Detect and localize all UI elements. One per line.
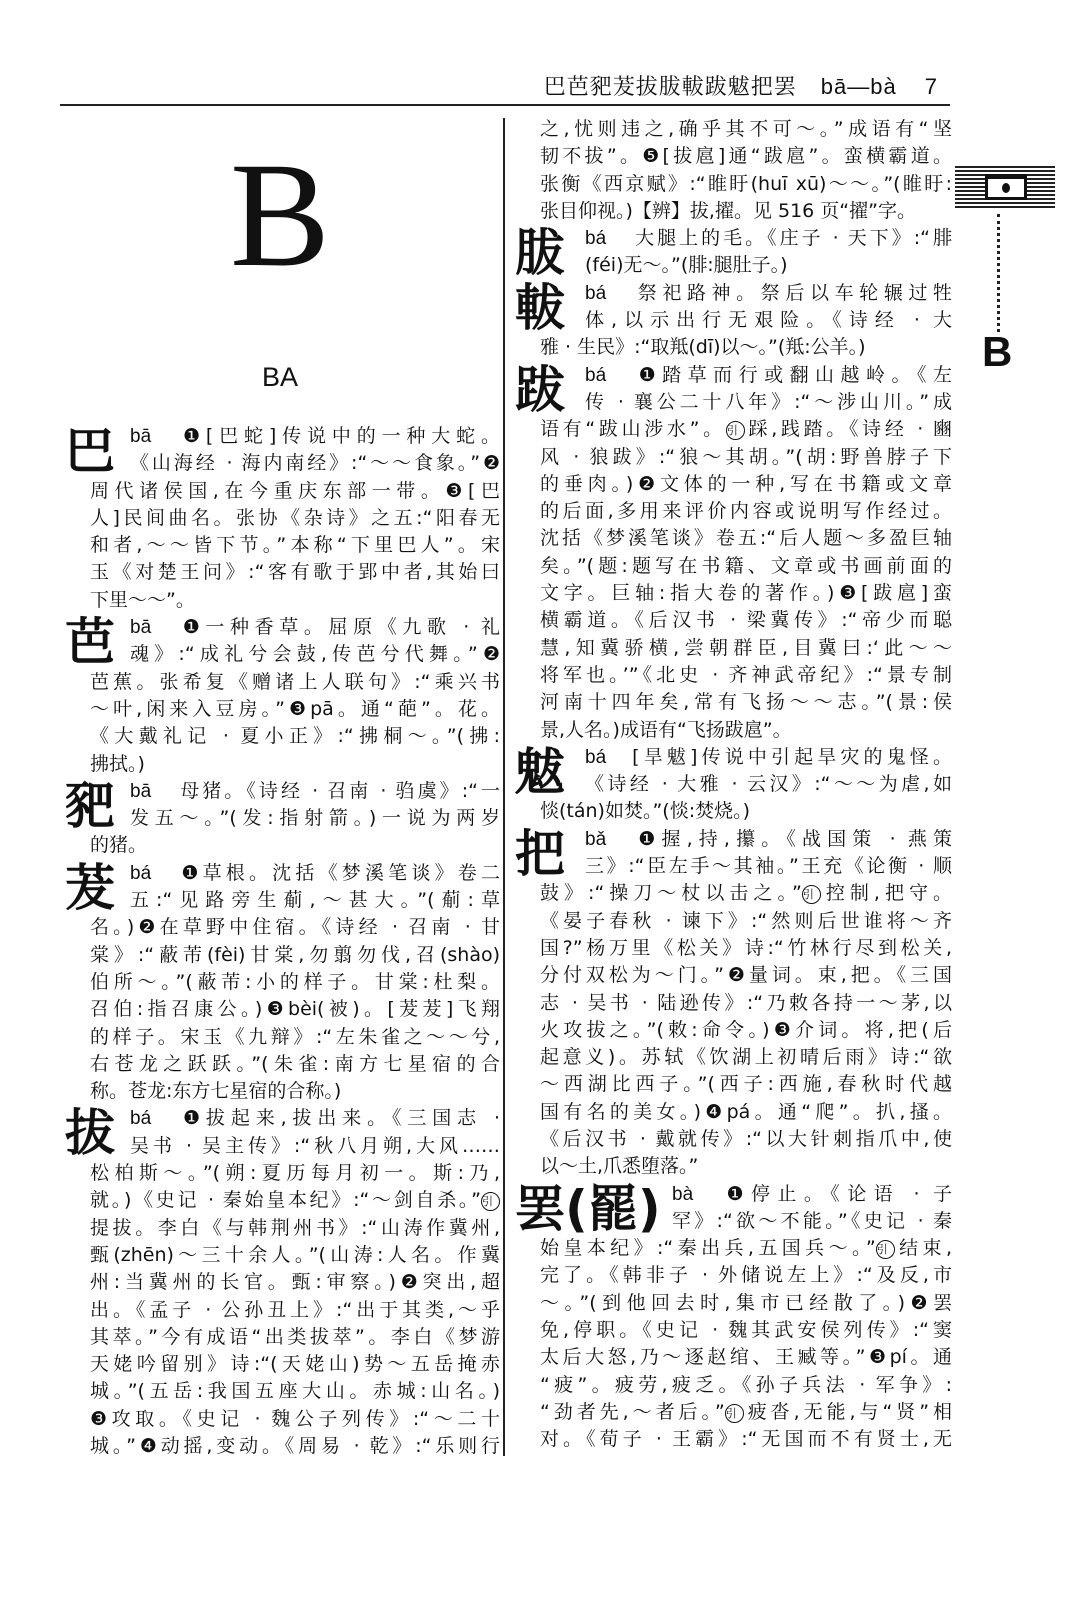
headword: 罢(罷) (515, 1179, 661, 1238)
extended-meaning-icon: 引 (726, 421, 745, 440)
definition-line: 对。《荀子 · 王霸》:“无国而不有贤士,无 (540, 1428, 952, 1451)
extended-meaning-icon: 引 (876, 1240, 895, 1259)
definition-line: bá 祭祀路神。祭后以车轮辗过牲 (585, 281, 952, 304)
entry-continuation (515, 116, 952, 225)
definition-line: 《山海经 · 海内南经》:“～～食象。”❷ (130, 452, 500, 475)
page-number: 7 (924, 74, 938, 99)
dictionary-entry (65, 1105, 500, 1460)
definition-line: 传 · 襄公二十八年》:“～涉山川。”成 (585, 390, 952, 413)
definition-line: 下里～～”。 (90, 588, 195, 611)
definition-line: 景,人名。)成语有“飞扬跋扈”。 (540, 718, 792, 741)
definition-line: ～叶,闲来入豆房。”❸pā。通“葩”。花。 (90, 697, 500, 720)
definition-line: 起意义)。苏轼《饮湖上初晴后雨》诗:“欲 (540, 1046, 952, 1069)
definition-line: 雅 · 生民》:“取羝(dī)以～。”(羝:公羊。) (540, 336, 866, 359)
headword: 跋 (515, 360, 565, 419)
pinyin: bá (130, 862, 152, 884)
definition-line: 鼓》:“操刀～杖以击之。”引 控制,把守。 (540, 882, 952, 905)
definition-line: 州:当冀州的长官。甄:审察。)❷突出,超 (90, 1271, 500, 1294)
definition-line: bá ❶踏草而行或翻山越岭。《左 (585, 363, 952, 386)
definition-line: 和者,～～皆下节。”本称“下里巴人”。宋 (90, 534, 500, 557)
definition-line: 三》:“臣左手～其袖。”王充《论衡 · 顺 (585, 855, 952, 878)
definition-line: 文字。巨轴:指大卷的著作。)❸[跋扈]蛮 (540, 582, 952, 605)
definition-line: 沈括《梦溪笔谈》卷五:“后人题～多盈巨轴 (540, 527, 952, 550)
header-text (544, 70, 938, 101)
definition-line: bà ❶停止。《论语 · 子 (672, 1182, 952, 1205)
definition-line: 志 · 吴书 · 陆逊传》:“乃敕各持一～茅,以 (540, 991, 952, 1014)
definition-line: bá [旱魃]传说中引起旱灾的鬼怪。 (585, 745, 952, 768)
pinyin: bā (130, 617, 152, 639)
definition-line: 称。苍龙:东方七星宿的合称。) (90, 1080, 342, 1103)
left-column (65, 423, 500, 1460)
headword: 豝 (65, 776, 115, 835)
definition-line: 甄(zhēn)～三十余人。”(山涛:人名。作冀 (90, 1243, 500, 1266)
definition-line: 芭蕉。张希复《赠诸上人联句》:“乘兴书 (90, 670, 500, 693)
right-column (515, 116, 952, 1454)
headword: 芭 (65, 613, 115, 672)
definition-line: 免,停职。《史记 · 魏其武安侯列传》:“窦 (540, 1319, 952, 1342)
definition-line: 分付双松为～门。”❷量词。束,把。《三国 (540, 964, 952, 987)
definition-line: bā ❶一种香草。屈原《九歌 · 礼 (130, 616, 500, 639)
extended-meaning-icon: 引 (802, 885, 821, 904)
definition-line: 张衡《西京赋》:“睢盱(huī xū)～～。”(睢盱: (540, 172, 952, 195)
dictionary-entry (65, 860, 500, 1106)
definition-line: 太后大怒,乃～逐赵绾、王臧等。”❸pí。通 (540, 1346, 952, 1369)
header-pinyin-range: bā—bà (820, 74, 897, 99)
dotted-guide (997, 214, 1000, 332)
pinyin: bǎ (585, 828, 607, 850)
definition-line: 其萃。”今有成语“出类拔萃”。李白《梦游 (90, 1325, 500, 1348)
definition-line: 棠》:“蔽芾(fèi)甘棠,勿翦勿伐,召(shào) (90, 943, 500, 966)
definition-line: 玉《对楚王问》:“客有歌于郢中者,其始曰 (90, 561, 500, 584)
definition-line: 伯所～。”(蔽芾:小的样子。甘棠:杜梨。 (90, 970, 500, 993)
definition-line: 完了。《韩非子 · 外储说左上》:“及反,市 (540, 1264, 952, 1287)
definition-line: 国?”杨万里《松关》诗:“竹林行尽到松关, (540, 936, 952, 959)
definition-line: bā 母猪。《诗经 · 召南 · 驺虞》:“一 (130, 779, 500, 802)
definition-line: ～西湖比西子。”(西子:西施,春秋时代越 (540, 1073, 952, 1096)
pinyin: bā (130, 426, 152, 447)
definition-line: 横霸道。《后汉书 · 梁冀传》:“帝少而聪 (540, 609, 952, 632)
definition-line: 就。)《史记 · 秦始皇本纪》:“～剑自杀。”引 (65, 1187, 500, 1214)
pinyin: bá (585, 746, 607, 768)
definition-line: 吴书 · 吴主传》:“秋八月朔,大风…… (130, 1134, 500, 1157)
definition-line: 的猪。 (90, 834, 148, 857)
pinyin: bá (130, 1108, 152, 1130)
definition-line: 城。”(五岳:我国五座大山。赤城:山名。) (90, 1380, 500, 1403)
definition-line: 火攻拔之。”(敕:命令。)❸介词。将,把(后 (540, 1018, 952, 1041)
definition-line: 《诗经 · 大雅 · 云汉》:“～～为虐,如 (585, 773, 952, 796)
headword: 把 (515, 824, 565, 883)
open-book-icon (985, 174, 1027, 200)
definition-line: ～。”(到他回去时,集市已经散了。)❷罢 (540, 1291, 952, 1314)
dictionary-entry (515, 362, 952, 744)
definition-line: 韧不拔”。❺[拔扈]通“跋扈”。蛮横霸道。 (540, 145, 952, 168)
running-header (60, 66, 950, 106)
definition-line: 之,忧则违之,确乎其不可～。”成语有“坚 (540, 118, 952, 140)
definition-line: 惔(tán)如焚。”(惔:焚烧。) (540, 800, 751, 823)
definition-line: 魂》:“成礼兮会鼓,传芭兮代舞。”❷ (130, 643, 500, 666)
definition-line: 《后汉书 · 戴就传》:“以大针刺指爪中,使 (540, 1127, 952, 1150)
definition-line: 的后面,多用来评价内容或说明写作经过。 (540, 500, 952, 523)
definition-line: bǎ ❶握,持,攥。《战国策 · 燕策 (585, 827, 952, 850)
thumb-index-letter: B (982, 328, 1013, 375)
definition-line: 人]民间曲名。张协《杂诗》之五:“阳春无 (90, 506, 500, 529)
pinyin: bá (585, 282, 607, 304)
definition-line: 罕》:“欲～不能。”《史记 · 秦 (672, 1209, 952, 1232)
definition-line: 松柏斯～。”(朔:夏历每月初一。斯:乃, (90, 1162, 500, 1185)
headword: 胈 (515, 224, 565, 283)
definition-line: 国有名的美女。)❹pá。通“爬”。扒,搔。 (540, 1100, 952, 1123)
definition-line: “劲者先,～者后。”引 疲沓,无能,与“贤”相 (540, 1400, 952, 1423)
definition-line: 五:“见路旁生葪,～甚大。”(葪:草 (130, 889, 500, 912)
dictionary-entry (515, 744, 952, 826)
pinyin: bā (130, 780, 152, 802)
definition-line: 慧,知冀骄横,尝朝群臣,目冀曰:‘此～～ (540, 636, 952, 659)
pinyin: bá (585, 364, 607, 386)
definition-line: bā ❶[巴蛇]传说中的一种大蛇。 (130, 425, 500, 447)
headword: 魃 (515, 742, 565, 801)
dictionary-entry (515, 1181, 952, 1454)
dictionary-entry (515, 280, 952, 362)
definition-line: (féi)无～。”(腓:腿肚子。) (585, 254, 788, 277)
definition-line: 提拔。李白《与韩荆州书》:“山涛作冀州, (90, 1216, 500, 1239)
definition-line: 右苍龙之跃跃。”(朱雀:南方七星宿的合 (90, 1052, 500, 1075)
definition-line: 河南十四年矣,常有飞扬～～志。”(景:侯 (540, 691, 952, 714)
definition-line: 天姥吟留别》诗:“(天姥山)势～五岳掩赤 (90, 1353, 500, 1376)
definition-line: 矣。”(题:题写在书籍、文章或书画前面的 (540, 554, 952, 577)
header-characters: 巴芭豝茇拔胈軷跋魃把罢 (543, 75, 797, 100)
extended-meaning-icon: 引 (481, 1192, 500, 1211)
definition-line: 的垂肉。)❷文体的一种,写在书籍或文章 (540, 472, 952, 495)
definition-line: 始皇本纪》:“秦出兵,五国兵～。”引 结束, (540, 1237, 952, 1260)
definition-line: 《大戴礼记 · 夏小正》:“拂桐～。”(拂: (90, 725, 500, 748)
definition-line: 发五～。”(发:指射箭。)一说为两岁 (130, 807, 500, 830)
dictionary-entry (65, 423, 500, 614)
section-syllable: BA (261, 362, 299, 392)
column-divider (503, 118, 505, 1456)
definition-line: 语有“跋山涉水”。引 踩,践踏。《诗经 · 豳 (540, 418, 952, 441)
thumb-index-tab (955, 166, 1055, 208)
definition-line: ❸攻取。《史记 · 魏公子列传》:“～二十 (90, 1407, 500, 1430)
dictionary-entry (515, 826, 952, 1181)
extended-meaning-icon: 引 (725, 1404, 744, 1423)
definition-line: 名。)❷在草野中住宿。《诗经 · 召南 · 甘 (90, 916, 500, 939)
dictionary-entry (515, 224, 952, 283)
definition-line: 召伯:指召康公。)❸bèi(被)。[茇茇]飞翔 (90, 998, 500, 1021)
definition-line: “疲”。疲劳,疲乏。《孙子兵法 · 军争》: (540, 1373, 952, 1396)
section-letter: B (229, 132, 331, 298)
headword: 拔 (65, 1104, 115, 1163)
headword: 茇 (65, 858, 115, 917)
definition-line: 周代诸侯国,在今重庆东部一带。❸[巴 (90, 479, 500, 502)
pinyin: bá (585, 228, 607, 250)
definition-line: 将军也。’”《北史 · 齐神武帝纪》:“景专制 (540, 663, 952, 686)
definition-line: 《晏子春秋 · 谏下》:“然则后世谁将～齐 (540, 909, 952, 932)
definition-line: 拂拭。) (90, 752, 145, 775)
definition-line: 城。”❹动摇,变动。《周易 · 乾》:“乐则行 (90, 1434, 500, 1457)
definition-line: bá ❶拔起来,拔出来。《三国志 · (130, 1107, 500, 1130)
definition-line: 的样子。宋玉《九辩》:“左朱雀之～～兮, (90, 1025, 500, 1048)
definition-line: 风 · 狼跋》:“狼～其胡。”(胡:野兽脖子下 (540, 445, 952, 468)
pinyin: bà (672, 1183, 694, 1205)
dictionary-entry (65, 614, 500, 778)
definition-line: bá 大腿上的毛。《庄子 · 天下》:“腓 (585, 227, 952, 250)
definition-line: 出。《孟子 · 公孙丑上》:“出于其类,～乎 (90, 1298, 500, 1321)
definition-line: 体,以示出行无艰险。《诗经 · 大 (585, 309, 952, 332)
definition-line: bá ❶草根。沈括《梦溪笔谈》卷二 (130, 861, 500, 884)
headword: 軷 (515, 278, 565, 337)
definition-line: 以～土,爪悉堕落。” (540, 1155, 699, 1178)
headword: 巴 (65, 422, 115, 480)
dictionary-entry (65, 778, 500, 860)
definition-line: 张目仰视。)【辨】拔,擢。见 516 页“擢”字。 (540, 199, 916, 222)
